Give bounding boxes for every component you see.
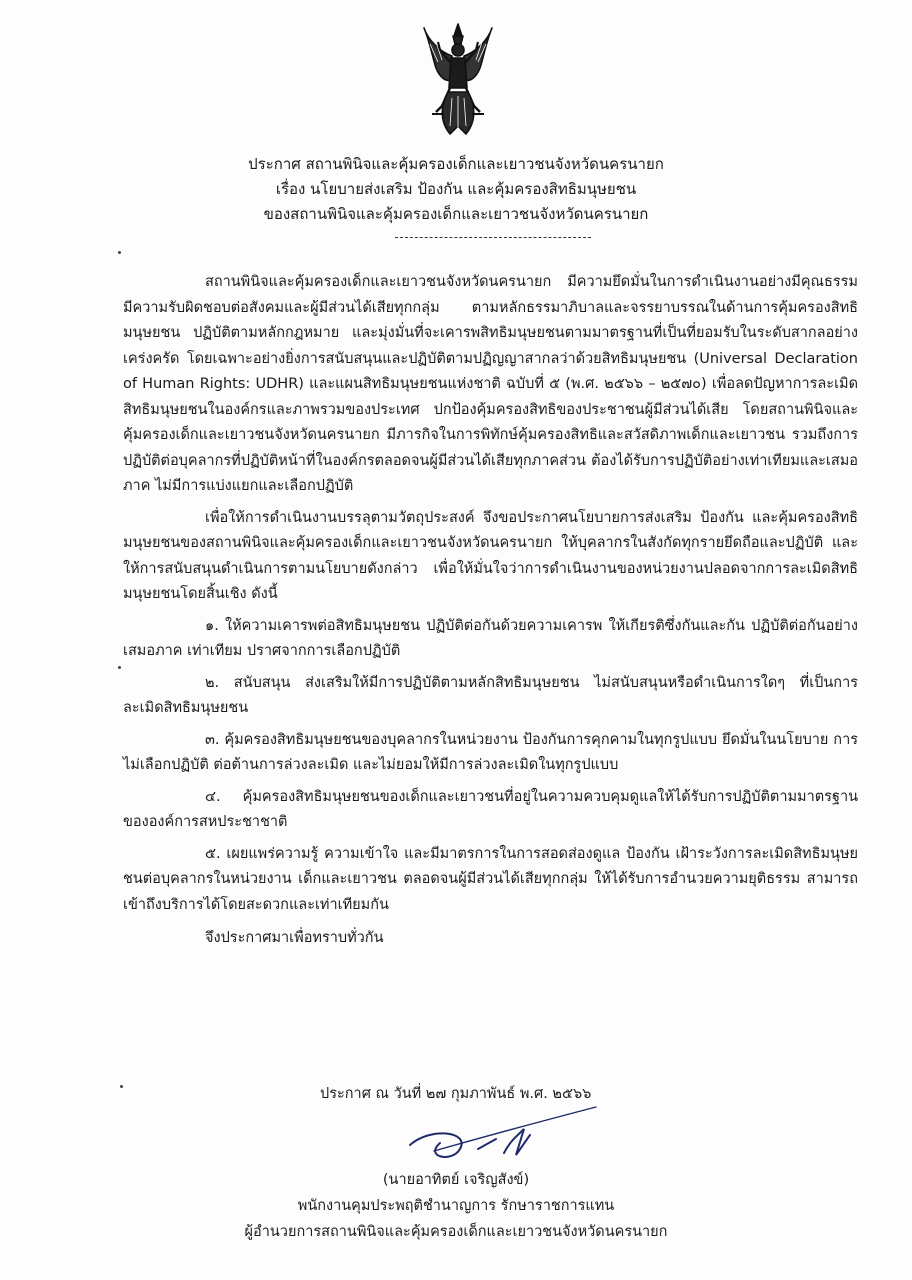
announcement-date: ประกาศ ณ วันที่ ๒๗ กุมภาพันธ์ พ.ศ. ๒๕๖๖ — [320, 1086, 592, 1102]
policy-item-4: ๔. คุ้มครองสิทธิมนุษยชนของเด็กและเยาวชนที่อยู่ในความควบคุมดูแลให้ได้รับการปฏิบัติตามมาตรฐานขององค์การสหประชาชาติ — [123, 788, 858, 830]
header-divider — [395, 237, 591, 238]
signer-position: พนักงานคุมประพฤติชำนาญการ รักษาราชการแทน — [297, 1198, 615, 1214]
scan-speck — [120, 1085, 123, 1088]
closing-line: จึงประกาศมาเพื่อทราบทั่วกัน — [205, 930, 384, 946]
policy-item-3: ๓. คุ้มครองสิทธิมนุษยชนของบุคลากรในหน่วยงาน ป้องกันการคุกคามในทุกรูปแบบ ยึดมั่นในนโยบาย การไม่เลือกปฏิบัติ ต่อต้านการล่วงละเมิด และไม่ยอมให้มีการล่วงละเมิดในทุกรูปแบบ — [123, 731, 858, 773]
paragraph-1: สถานพินิจและคุ้มครองเด็กและเยาวชนจังหวัดนครนายก มีความยึดมั่นในการดำเนินงานอย่างมีคุณธรรม มีความรับผิดชอบต่อสังคมและผู้มีส่วนได้เสียทุกกลุ่ม ตามหลักธรรมาภิบาลและจรรยาบรรณในด้านการคุ้มครองสิทธิมนุษยชน ปฏิบัติตามหลักกฎหมาย และมุ่งมั่นที่จะเคารพสิทธิมนุษยชนตามมาตรฐานที่เป็นที่ยอมรับในระดับสากลอย่างเคร่งครัด โดยเฉพาะอย่างยิ่งการสนับสนุนและปฏิบัติตามปฏิญญาสากลว่าด้วยสิทธิมนุษยชน (Universal Declaration of Human Rights: UDHR) และแผนสิทธิมนุษยชนแห่งชาติ ฉบับที่ ๕ (พ.ศ. ๒๕๖๖ – ๒๕๗๐) เพื่อลดปัญหาการละเมิดสิทธิมนุษยชนในองค์กรและภาพรวมของประเทศ ปกป้องคุ้มครองสิทธิของประชาชนผู้มีส่วนได้เสีย โดยสถานพินิจและคุ้มครองเด็กและเยาวชนจังหวัดนครนายก มีภารกิจในการพิทักษ์คุ้มครองสิทธิและสวัสดิภาพเด็กและเยาวชน รวมถึงการปฏิบัติต่อบุคลากรที่ปฏิบัติหน้าที่ในองค์กรตลอดจนผู้มีส่วนได้เสียทุกภาคส่วน ต้องได้รับการปฏิบัติอย่างเท่าเทียมและเสมอภาค ไม่มีการแบ่งแยกและเลือกปฏิบัติ — [123, 274, 858, 494]
scan-speck — [118, 251, 121, 254]
announcement-body — [123, 270, 858, 952]
signer-office: ผู้อำนวยการสถานพินิจและคุ้มครองเด็กและเยาวชนจังหวัดนครนายก — [244, 1224, 668, 1240]
header-line-3: ของสถานพินิจและคุ้มครองเด็กและเยาวชนจังหวัดนครนายก — [263, 205, 649, 223]
announcement-header — [0, 152, 912, 227]
signer-block — [0, 1167, 912, 1245]
scan-speck — [118, 666, 121, 669]
header-line-1: ประกาศ สถานพินิจและคุ้มครองเด็กและเยาวชนจังหวัดนครนายก — [248, 155, 664, 173]
signer-name: (นายอาทิตย์ เจริญสังข์) — [382, 1172, 530, 1188]
paragraph-2: เพื่อให้การดำเนินงานบรรลุตามวัตถุประสงค์ จึงขอประกาศนโยบายการส่งเสริม ป้องกัน และคุ้มครองสิทธิมนุษยชนของสถานพินิจและคุ้มครองเด็กและเยาวชนจังหวัดนครนายก ให้บุคลากรในสังกัดทุกรายยึดถือและปฏิบัติ และให้การสนับสนุนดำเนินการตามนโยบายดังกล่าว เพื่อให้มั่นใจว่าการดำเนินงานของหน่วยงานปลอดจากการละเมิดสิทธิมนุษยชนโดยสิ้นเชิง ดังนี้ — [123, 509, 858, 602]
handwritten-signature — [400, 1105, 600, 1175]
policy-item-1: ๑. ให้ความเคารพต่อสิทธิมนุษยชน ปฏิบัติต่อกันด้วยความเคารพ ให้เกียรติซึ่งกันและกัน ปฏิบัติต่อกันอย่างเสมอภาค เท่าเทียม ปราศจากการเลือกปฏิบัติ — [123, 617, 858, 659]
header-line-2: เรื่อง นโยบายส่งเสริม ป้องกัน และคุ้มครองสิทธิมนุษยชน — [275, 180, 637, 198]
policy-item-5: ๕. เผยแพร่ความรู้ ความเข้าใจ และมีมาตรการในการสอดส่องดูแล ป้องกัน เฝ้าระวังการละเมิดสิทธิมนุษยชนต่อบุคลากรในหน่วยงาน เด็กและเยาวชน ตลอดจนผู้มีส่วนได้เสียทุกกลุ่ม ให้ได้รับการอำนวยความยุติธรรม สามารถเข้าถึงบริการได้โดยสะดวกและเท่าเทียมกัน — [123, 845, 858, 913]
policy-item-2: ๒. สนับสนุน ส่งเสริมให้มีการปฏิบัติตามหลักสิทธิมนุษยชน ไม่สนับสนุนหรือดำเนินการใดๆ ที่เป็นการละเมิดสิทธิมนุษยชน — [123, 674, 858, 716]
garuda-emblem-icon — [420, 22, 496, 140]
